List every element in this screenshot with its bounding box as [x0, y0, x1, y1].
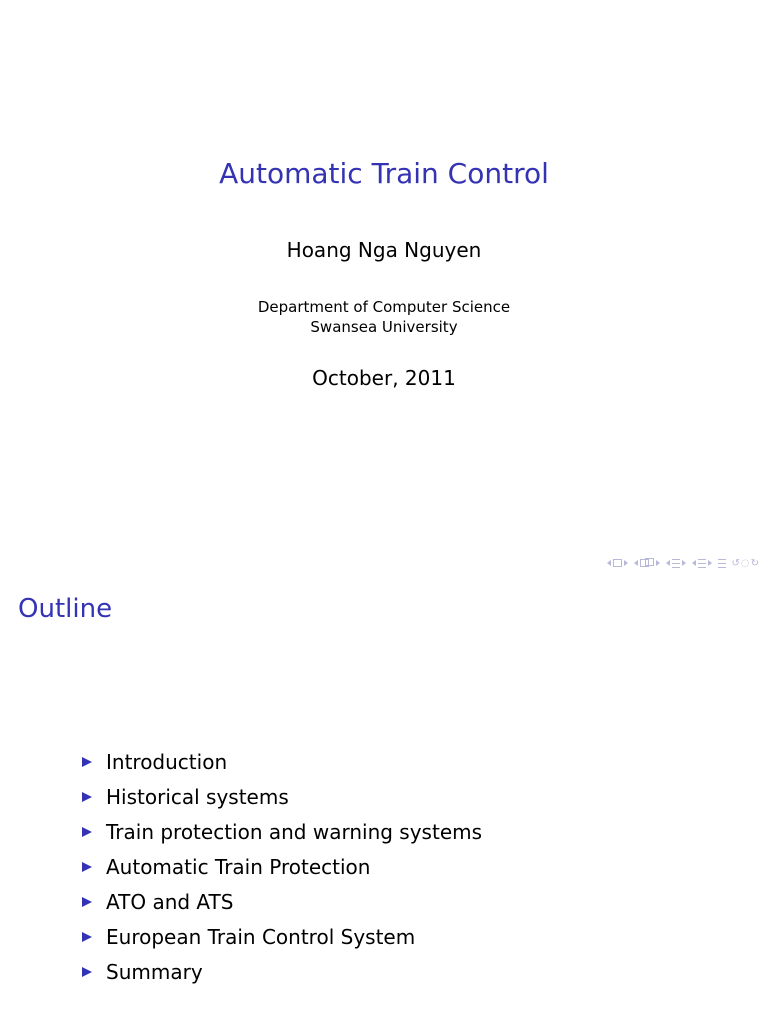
list-item [82, 779, 482, 814]
list-item-label: ATO and ATS [106, 889, 234, 914]
list-item [82, 744, 482, 779]
outline-list [82, 744, 482, 989]
list-item-label: Train protection and warning systems [106, 819, 483, 844]
nav-search-icon[interactable]: ↺◌↻ [731, 557, 760, 569]
list-item [82, 814, 482, 849]
list-item-label: Summary [106, 959, 203, 984]
nav-document-icon[interactable] [692, 559, 712, 568]
bullet-triangle-icon [82, 897, 92, 907]
beamer-navigation-bar [607, 555, 760, 571]
nav-subsection-icon[interactable] [634, 559, 660, 567]
institute-university: Swansea University [310, 318, 458, 336]
nav-frame-icon[interactable] [607, 559, 628, 567]
list-item [82, 954, 482, 989]
author-name: Hoang Nga Nguyen [286, 238, 482, 262]
nav-section-icon[interactable] [666, 559, 686, 568]
outline-slide [0, 576, 768, 1024]
list-item [82, 884, 482, 919]
list-item [82, 849, 482, 884]
bullet-triangle-icon [82, 967, 92, 977]
list-item-label: European Train Control System [106, 924, 416, 949]
bullet-triangle-icon [82, 932, 92, 942]
list-item-label: Historical systems [106, 784, 289, 809]
bullet-triangle-icon [82, 827, 92, 837]
nav-appendix-icon[interactable] [718, 559, 726, 568]
frame-title: Outline [18, 594, 113, 624]
list-item [82, 919, 482, 954]
list-item-label: Introduction [106, 749, 228, 774]
institute-department: Department of Computer Science [257, 298, 511, 316]
presentation-title: Automatic Train Control [219, 157, 549, 190]
bullet-triangle-icon [82, 792, 92, 802]
presentation-date: October, 2011 [312, 366, 456, 390]
bullet-triangle-icon [82, 757, 92, 767]
bullet-triangle-icon [82, 862, 92, 872]
list-item-label: Automatic Train Protection [106, 854, 371, 879]
institute [0, 297, 768, 337]
